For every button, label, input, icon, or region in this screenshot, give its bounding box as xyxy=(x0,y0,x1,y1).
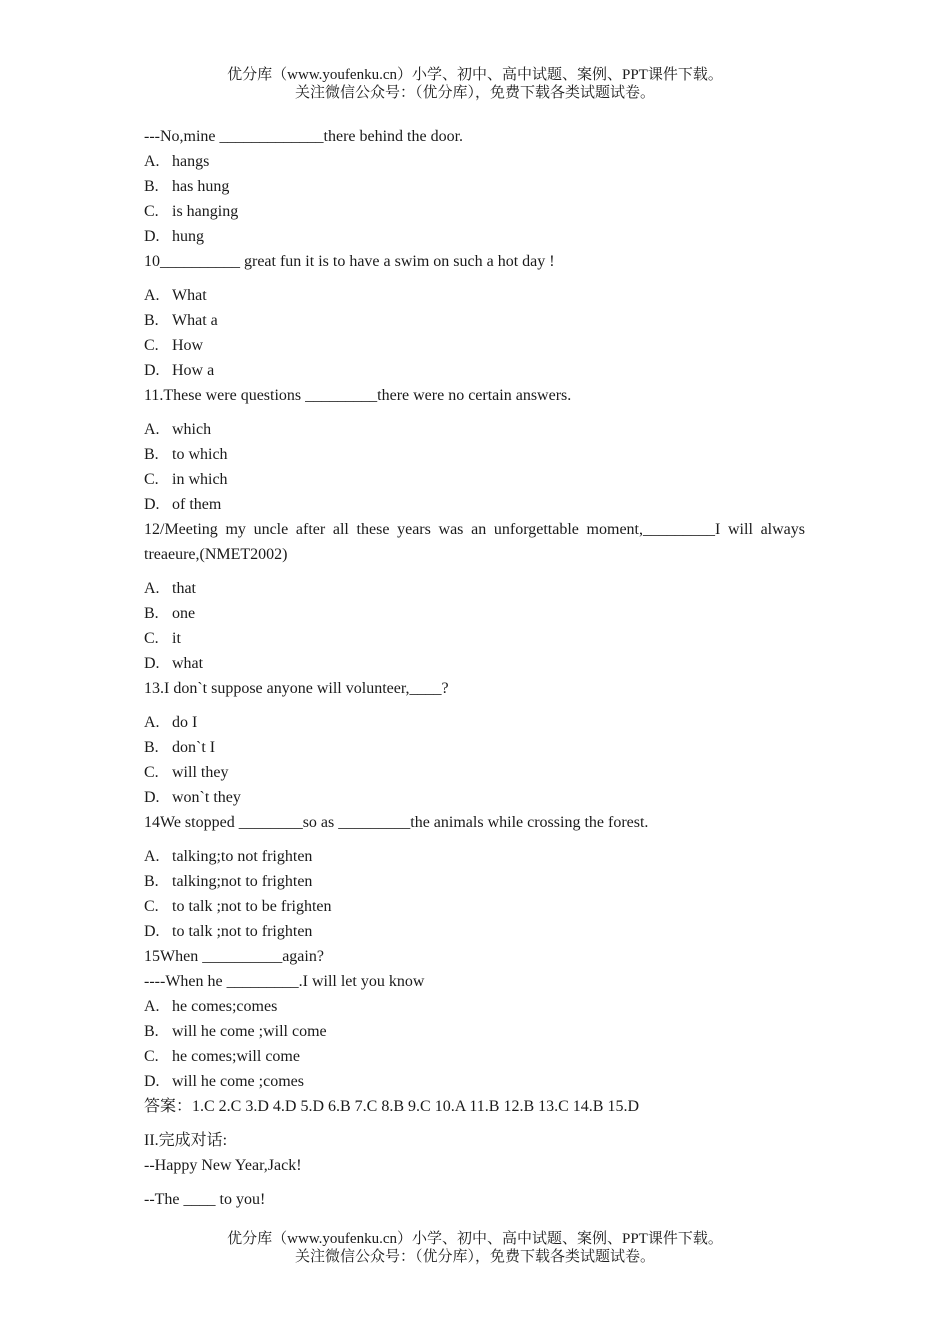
option-text: one xyxy=(172,605,196,622)
option-text: he comes;comes xyxy=(172,998,278,1015)
option xyxy=(144,785,805,810)
option xyxy=(144,1044,805,1069)
option-letter: D. xyxy=(144,362,160,379)
option-letter: C. xyxy=(144,630,159,647)
option xyxy=(144,894,805,919)
option-text: which xyxy=(172,421,212,438)
option-text: do I xyxy=(172,714,198,731)
option xyxy=(144,601,805,626)
option-letter: C. xyxy=(144,203,159,220)
option xyxy=(144,199,805,224)
option-text: in which xyxy=(172,471,228,488)
option-letter: A. xyxy=(144,848,160,865)
option xyxy=(144,651,805,676)
option-letter: A. xyxy=(144,287,160,304)
option-letter: B. xyxy=(144,873,159,890)
option xyxy=(144,1019,805,1044)
option-text: to talk ;not to be frighten xyxy=(172,898,332,915)
option-text: is hanging xyxy=(172,203,239,220)
footer-line-2: 关注微信公众号：（优分库），免费下载各类试题试卷。 xyxy=(294,1249,655,1265)
option-text: hung xyxy=(172,228,204,245)
option-letter: A. xyxy=(144,714,160,731)
option-letter: C. xyxy=(144,898,159,915)
option xyxy=(144,760,805,785)
option xyxy=(144,224,805,249)
question-stem: 12/Meeting my uncle after all these years was an unforgettable moment,_________I will always treaeure,(NMET2002) xyxy=(144,521,805,563)
option xyxy=(144,1069,805,1094)
option-letter: A. xyxy=(144,421,160,438)
option-letter: B. xyxy=(144,312,159,329)
option-text: don`t I xyxy=(172,739,216,756)
question-stem: 13.I don`t suppose anyone will volunteer,____? xyxy=(144,680,449,697)
option xyxy=(144,417,805,442)
question-stem: ---No,mine _____________there behind the door. xyxy=(144,128,464,145)
option xyxy=(144,467,805,492)
option-text: will he come ;comes xyxy=(172,1073,304,1090)
question-stem: 15When __________again? xyxy=(144,948,324,965)
option-text: he comes;will come xyxy=(172,1048,300,1065)
option xyxy=(144,626,805,651)
question-stem: 11.These were questions _________there were no certain answers. xyxy=(144,387,572,404)
dialogue-line: --Happy New Year,Jack! xyxy=(144,1157,302,1174)
option-text: what xyxy=(172,655,204,672)
option xyxy=(144,710,805,735)
option-text: has hung xyxy=(172,178,230,195)
option-letter: A. xyxy=(144,580,160,597)
question-stem: 14We stopped ________so as _________the animals while crossing the forest. xyxy=(144,814,649,831)
option xyxy=(144,333,805,358)
option-text: to talk ;not to frighten xyxy=(172,923,313,940)
option-letter: D. xyxy=(144,1073,160,1090)
option xyxy=(144,919,805,944)
footer-line-1: 优分库（www.youfenku.cn）小学、初中、高中试题、案例、PPT课件下载。 xyxy=(227,1231,723,1247)
section-heading: II.完成对话: xyxy=(144,1132,228,1149)
option xyxy=(144,149,805,174)
option-letter: D. xyxy=(144,655,160,672)
option xyxy=(144,994,805,1019)
option-text: won`t they xyxy=(172,789,241,806)
option xyxy=(144,308,805,333)
option xyxy=(144,442,805,467)
option xyxy=(144,358,805,383)
option-letter: A. xyxy=(144,998,160,1015)
option-letter: B. xyxy=(144,446,159,463)
question-stem-reply: ----When he _________.I will let you know xyxy=(144,973,425,990)
option xyxy=(144,844,805,869)
page-footer xyxy=(0,1230,950,1266)
option-letter: D. xyxy=(144,496,160,513)
option-letter: B. xyxy=(144,178,159,195)
page-header xyxy=(0,66,950,102)
option-text: will he come ;will come xyxy=(172,1023,327,1040)
option-letter: C. xyxy=(144,337,159,354)
option-letter: D. xyxy=(144,228,160,245)
option xyxy=(144,869,805,894)
answer-key: 答案：1.C 2.C 3.D 4.D 5.D 6.B 7.C 8.B 9.C 10.A 11.B 12.B 13.C 14.B 15.D xyxy=(144,1098,640,1115)
option-letter: D. xyxy=(144,789,160,806)
option-text: to which xyxy=(172,446,228,463)
option-text: it xyxy=(172,630,181,647)
option-letter: D. xyxy=(144,923,160,940)
option xyxy=(144,283,805,308)
option-letter: C. xyxy=(144,1048,159,1065)
header-line-1: 优分库（www.youfenku.cn）小学、初中、高中试题、案例、PPT课件下载。 xyxy=(227,67,723,83)
option-letter: C. xyxy=(144,471,159,488)
option-text: hangs xyxy=(172,153,210,170)
option-letter: B. xyxy=(144,739,159,756)
option-letter: C. xyxy=(144,764,159,781)
option-letter: B. xyxy=(144,1023,159,1040)
option xyxy=(144,492,805,517)
option-text: How xyxy=(172,337,204,354)
option-text: talking;not to frighten xyxy=(172,873,313,890)
option-text: What a xyxy=(172,312,218,329)
option xyxy=(144,174,805,199)
option-text: What xyxy=(172,287,207,304)
document-body xyxy=(144,124,805,1212)
question-stem: 10__________ great fun it is to have a swim on such a hot day ! xyxy=(144,253,555,270)
option-letter: A. xyxy=(144,153,160,170)
option xyxy=(144,576,805,601)
header-line-2: 关注微信公众号：（优分库），免费下载各类试题试卷。 xyxy=(294,85,655,101)
option-text: How a xyxy=(172,362,215,379)
option-text: that xyxy=(172,580,196,597)
option-text: of them xyxy=(172,496,222,513)
option-text: will they xyxy=(172,764,229,781)
option-text: talking;to not frighten xyxy=(172,848,313,865)
option xyxy=(144,735,805,760)
dialogue-line: --The ____ to you! xyxy=(144,1191,266,1208)
option-letter: B. xyxy=(144,605,159,622)
